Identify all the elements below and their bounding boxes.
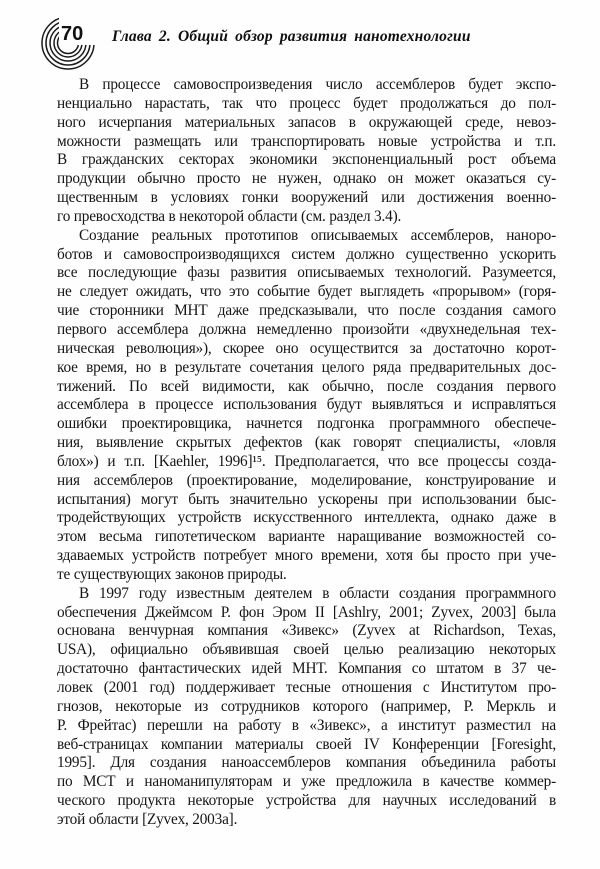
- text-line: гнозов, некоторые из сотрудников которого (например, Р. Меркль и: [57, 697, 556, 715]
- text-line: не следует ожидать, что это событие будет выглядеть «прорывом» (горя-: [57, 283, 556, 301]
- running-header-title: Глава 2. Общий обзор развития нанотехнологии: [112, 28, 471, 45]
- text-line: тижений. По всей видимости, как обычно, после создания первого: [57, 377, 556, 395]
- paragraph: [57, 76, 556, 227]
- page-body: [57, 76, 556, 830]
- text-line: все последующие фазы развития описываемых технологий. Разумеется,: [57, 264, 556, 282]
- text-line: тродействующих устройств искусственного интеллекта, однако даже в: [57, 509, 556, 527]
- text-line: испытания) могут быть значительно ускорены при использовании быс-: [57, 490, 556, 508]
- text-line: ного исчерпания материальных запасов в окружающей среде, невоз-: [57, 113, 556, 131]
- page-header: [0, 0, 600, 70]
- text-line: го превосходства в некоторой области (см. раздел 3.4).: [57, 207, 402, 225]
- text-line: кое время, но в результате сочетания целого ряда предварительных дос-: [57, 358, 556, 376]
- text-line: обеспечения Джеймсом Р. фон Эром II [Ashlry, 2001; Zyvex, 2003] была: [57, 603, 556, 621]
- text-line: можности размещать или транспортировать новые устройства и т.п.: [57, 132, 556, 150]
- text-line: по МСТ и наноманипуляторам и уже предложила в качестве коммер-: [57, 773, 556, 791]
- text-line: щественным в условиях гонки вооружений или достижения военно-: [57, 189, 556, 207]
- text-line: достаточно фантастических идей МНТ. Компания со штатом в 37 че-: [57, 660, 556, 678]
- text-line: этом весьма гипотетическом варианте наращивание возможностей со-: [57, 528, 556, 546]
- text-line: ассемблера в процессе использования будут выявляться и исправляться: [57, 396, 556, 414]
- text-line: В гражданских секторах экономики экспоненциальный рост объема: [57, 151, 556, 169]
- text-line: первого ассемблера должна немедленно произойти «двухнедельная тех-: [57, 320, 556, 338]
- text-line: веб-страницах компании материалы своей IV Конференции [Foresight,: [57, 735, 556, 753]
- text-line: ническая революция»), скорее оно осуществится за достаточно корот-: [57, 339, 556, 357]
- text-line: 1995]. Для создания наноассемблеров компания объединила работы: [57, 754, 556, 772]
- text-line: ческого продукта некоторые устройства для научных исследований в: [57, 792, 556, 810]
- paragraph: [57, 227, 556, 585]
- text-line: чие сторонники МНТ даже предсказывали, что после создания самого: [57, 302, 556, 320]
- page-number: 70: [61, 23, 84, 45]
- text-line: Р. Фрейтас) перешли на работу в «Зивекс», а институт разместил на: [57, 716, 556, 734]
- text-line: ния ассемблеров (проектирование, моделирование, конструирование и: [57, 471, 556, 489]
- text-line: ния, выявление скрытых дефектов (как говорят специалисты, «ловля: [57, 434, 556, 452]
- text-line: Создание реальных прототипов описываемых ассемблеров, наноро-: [79, 226, 556, 244]
- paragraph: [57, 585, 556, 830]
- concentric-arcs-ornament: [40, 12, 112, 70]
- text-line: В 1997 году известным деятелем в области создания программного: [79, 584, 556, 602]
- text-line: продукции обычно просто не нужен, однако он может оказаться су-: [57, 170, 556, 188]
- text-line: ненциально нарастать, так что процесс будет продолжаться до пол-: [57, 94, 556, 112]
- text-line: основана венчурная компания «Зивекс» (Zyvex at Richardson, Texas,: [57, 622, 556, 640]
- text-line: здаваемых устройств потребует много времени, хотя бы просто при уче-: [57, 547, 556, 565]
- text-line: ботов и самовоспроизводящихся систем должно существенно ускорить: [57, 245, 556, 263]
- text-line: ошибки проектировщика, начнется подгонка программного обеспече-: [57, 415, 556, 433]
- text-line: те существующих законов природы.: [57, 565, 287, 583]
- text-line: ловек (2001 год) поддерживает тесные отношения с Институтом про-: [57, 679, 556, 696]
- text-line: этой области [Zyvex, 2003a].: [57, 810, 238, 828]
- text-line: В процессе самовоспроизведения число ассемблеров будет экспо-: [79, 76, 556, 93]
- text-line: USA), официально объявившая своей целью реализацию некоторых: [57, 641, 556, 659]
- text-line: блох») и т.п. [Kaehler, 1996]¹⁵. Предполагается, что все процессы созда-: [57, 452, 556, 470]
